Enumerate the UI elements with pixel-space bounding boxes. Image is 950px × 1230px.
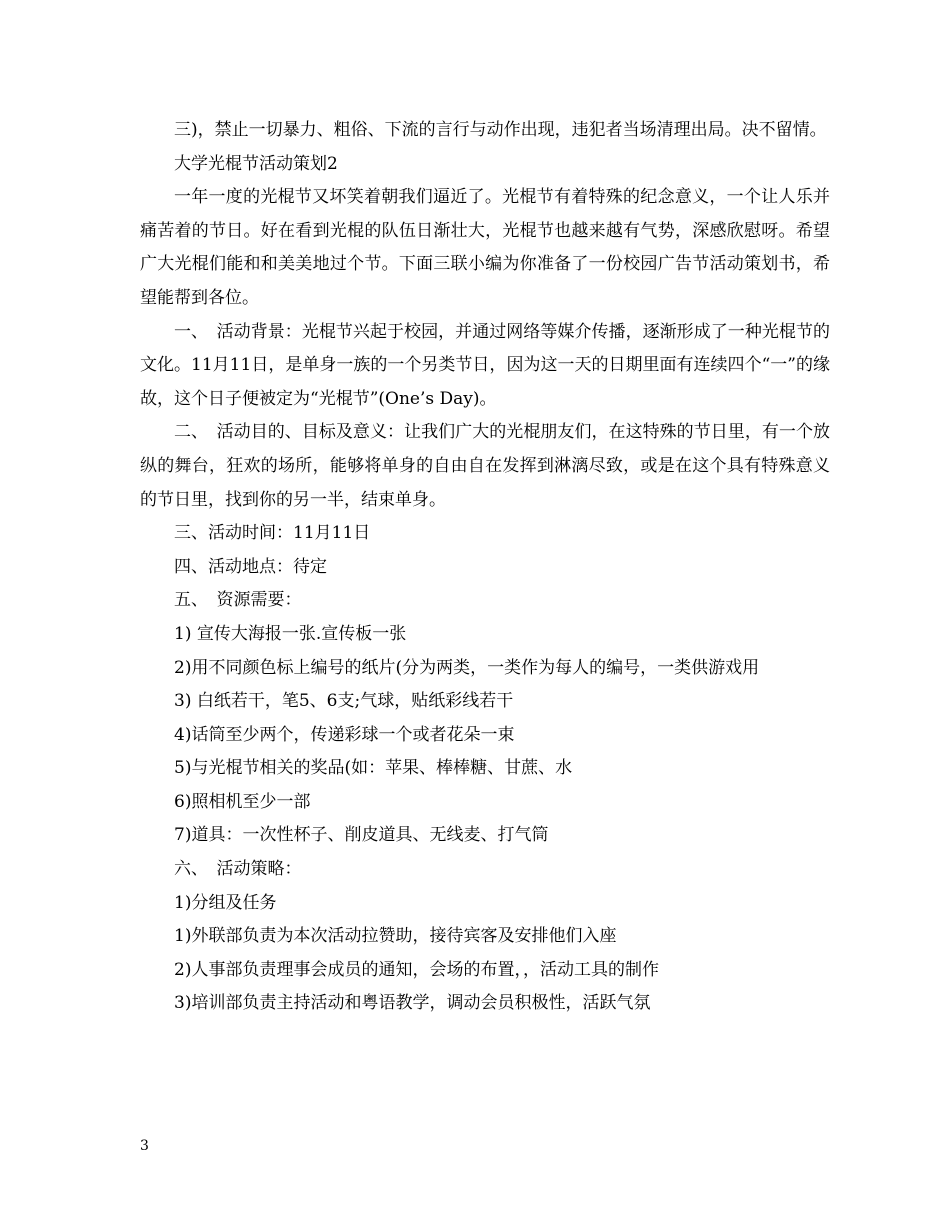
section-title: 大学光棍节活动策划2 [174,153,338,174]
strategy-item-3: 3)培训部负责主持活动和粤语教学，调动会员积极性，活跃气氛 [174,993,651,1014]
paragraph-background: 一、 活动背景：光棍节兴起于校园，并通过网络等媒介传播，逐渐形成了一种光棍节的文化。11月11日，是单身一族的一个另类节日，因为这一天的日期里面有连续四个“一”的缘故，这个日子便被定为“光棍节”(One’s Day)。 [140,321,830,409]
paragraph-intro: 一年一度的光棍节又坏笑着朝我们逼近了。光棍节有着特殊的纪念意义，一个让人乐并痛苦着的节日。好在看到光棍的队伍日渐壮大，光棍节也越来越有气势，深感欣慰呀。希望广大光棍们能和和美美地过个节。下面三联小编为你准备了一份校园广告节活动策划书，希望能帮到各位。 [140,187,830,308]
strategy-subheading: 1)分组及任务 [174,892,277,913]
paragraph-purpose: 二、 活动目的、目标及意义：让我们广大的光棍朋友们，在这特殊的节日里，有一个放纵的舞台，狂欢的场所，能够将单身的自由自在发挥到淋漓尽致，或是在这个具有特殊意义的节日里，找到你的另一半，结束单身。 [140,422,830,510]
strategy-item-2: 2)人事部负责理事会成员的通知，会场的布置，，活动工具的制作 [174,959,659,980]
resource-item-6: 6)照相机至少一部 [174,791,311,812]
paragraph-rules-continued: 三)，禁止一切暴力、粗俗、下流的言行与动作出现，违犯者当场清理出局。决不留情。 [174,120,827,140]
resource-item-7: 7)道具：一次性杯子、削皮道具、无线麦、打气筒 [174,825,549,846]
page-number: 3 [140,1138,149,1154]
resource-item-5: 5)与光棍节相关的奖品(如：苹果、棒棒糖、甘蔗、水 [174,758,573,779]
resource-item-1: 1) 宣传大海报一张.宣传板一张 [174,623,407,644]
paragraph-time: 三、活动时间：11月11日 [174,523,371,544]
resource-item-3: 3) 白纸若干，笔5、6支;气球，贴纸彩线若干 [174,691,514,712]
paragraph-resources-heading: 五、 资源需要： [174,590,302,611]
paragraph-strategy-heading: 六、 活动策略： [174,859,302,880]
paragraph-location: 四、活动地点：待定 [174,556,327,577]
strategy-item-1: 1)外联部负责为本次活动拉赞助，接待宾客及安排他们入座 [174,926,617,947]
document-body [140,114,830,1021]
resource-item-2: 2)用不同颜色标上编号的纸片(分为两类，一类作为每人的编号，一类供游戏用 [174,657,760,678]
resource-item-4: 4)话筒至少两个，传递彩球一个或者花朵一束 [174,724,515,745]
